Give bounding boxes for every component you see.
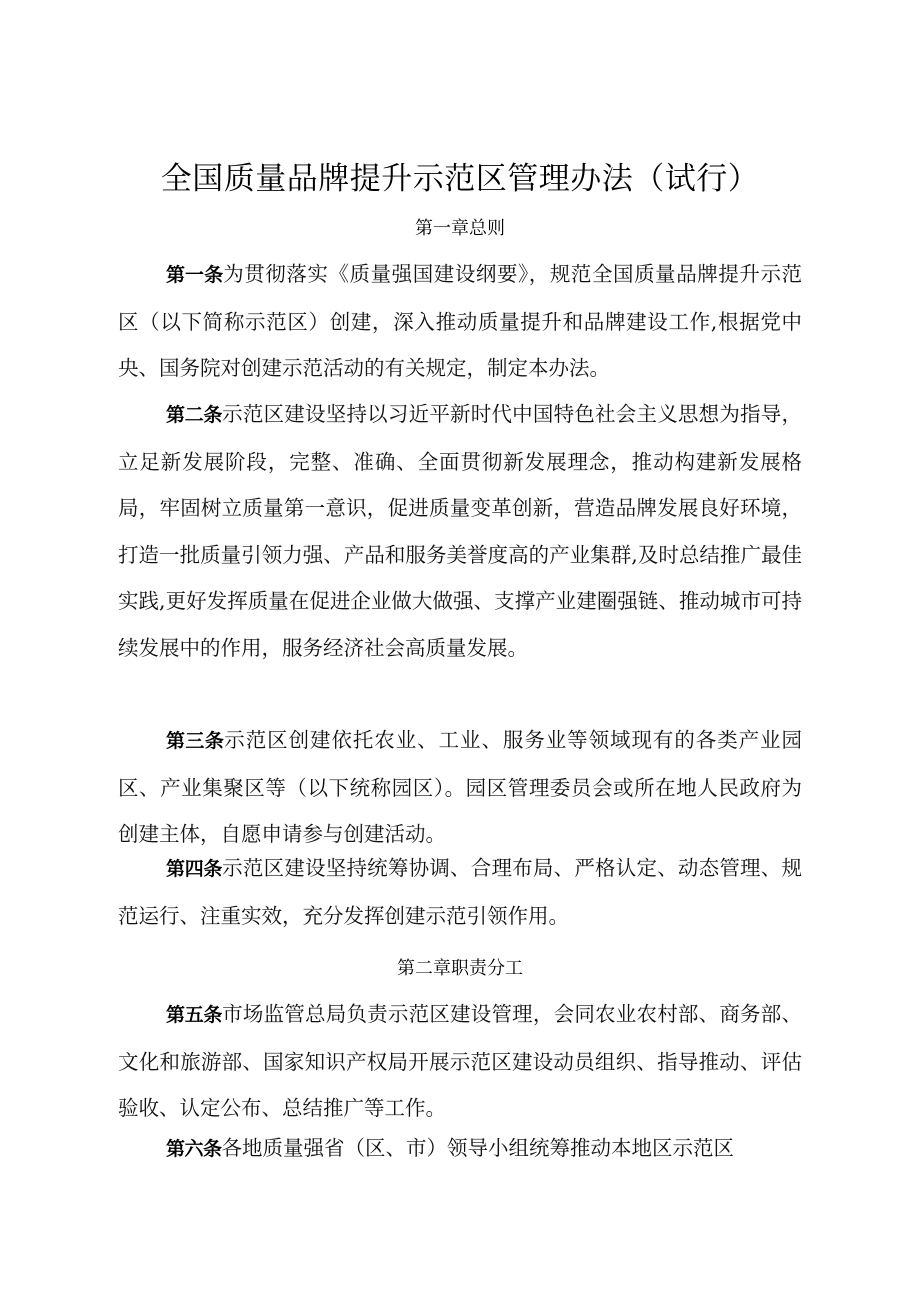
article-paragraph: [118, 1125, 802, 1173]
article-paragraph: [118, 991, 802, 1132]
article-text: 示范区创建依托农业、工业、服务业等领域现有的各类产业园区、产业集聚区等（以下统称园区）。园区管理委员会或所在地人民政府为创建主体，自愿申请参与创建活动。: [118, 728, 802, 847]
article-paragraph: [118, 391, 802, 672]
article-text: 市场监管总局负责示范区建设管理，会同农业农村部、商务部、文化和旅游部、国家知识产权局开展示范区建设动员组织、指导推动、评估验收、认定公布、总结推广等工作。: [118, 1002, 802, 1121]
article-label: 第四条: [166, 858, 223, 880]
article-text: 示范区建设坚持以习近平新时代中国特色社会主义思想为指导，立足新发展阶段，完整、准确、全面贯彻新发展理念，推动构建新发展格局，牢固树立质量第一意识，促进质量变革创新，营造品牌发展良好环境，打造一批质量引领力强、产品和服务美誉度高的产业集群,及时总结推广最佳实践,更好发挥质量在促进企业做大做强、支撑产业建圈强链、推动城市可持续发展中的作用，服务经济社会高质量发展。: [118, 402, 802, 660]
chapter-heading: 第一章总则: [415, 218, 505, 239]
document-title: 全国质量品牌提升示范区管理办法（试行）: [160, 161, 760, 197]
chapter-heading: 第二章职责分工: [397, 958, 523, 979]
article-text: 为贯彻落实《质量强国建设纲要》，规范全国质量品牌提升示范区（以下简称示范区）创建，深入推动质量提升和品牌建设工作,根据党中央、国务院对创建示范活动的有关规定，制定本办法。: [118, 262, 802, 381]
article-paragraph: [118, 717, 802, 858]
article-label: 第六条: [166, 1138, 222, 1160]
article-label: 第二条: [166, 404, 223, 426]
article-label: 第一条: [166, 264, 224, 286]
article-text: 示范区建设坚持统筹协调、合理布局、严格认定、动态管理、规范运行、注重实效，充分发挥创建示范引领作用。: [118, 856, 802, 928]
article-label: 第三条: [166, 730, 225, 752]
article-label: 第五条: [166, 1004, 223, 1026]
article-paragraph: [118, 251, 802, 392]
article-paragraph: [118, 845, 802, 939]
article-text: 各地质量强省（区、市）领导小组统筹推动本地区示范区: [221, 1136, 735, 1160]
